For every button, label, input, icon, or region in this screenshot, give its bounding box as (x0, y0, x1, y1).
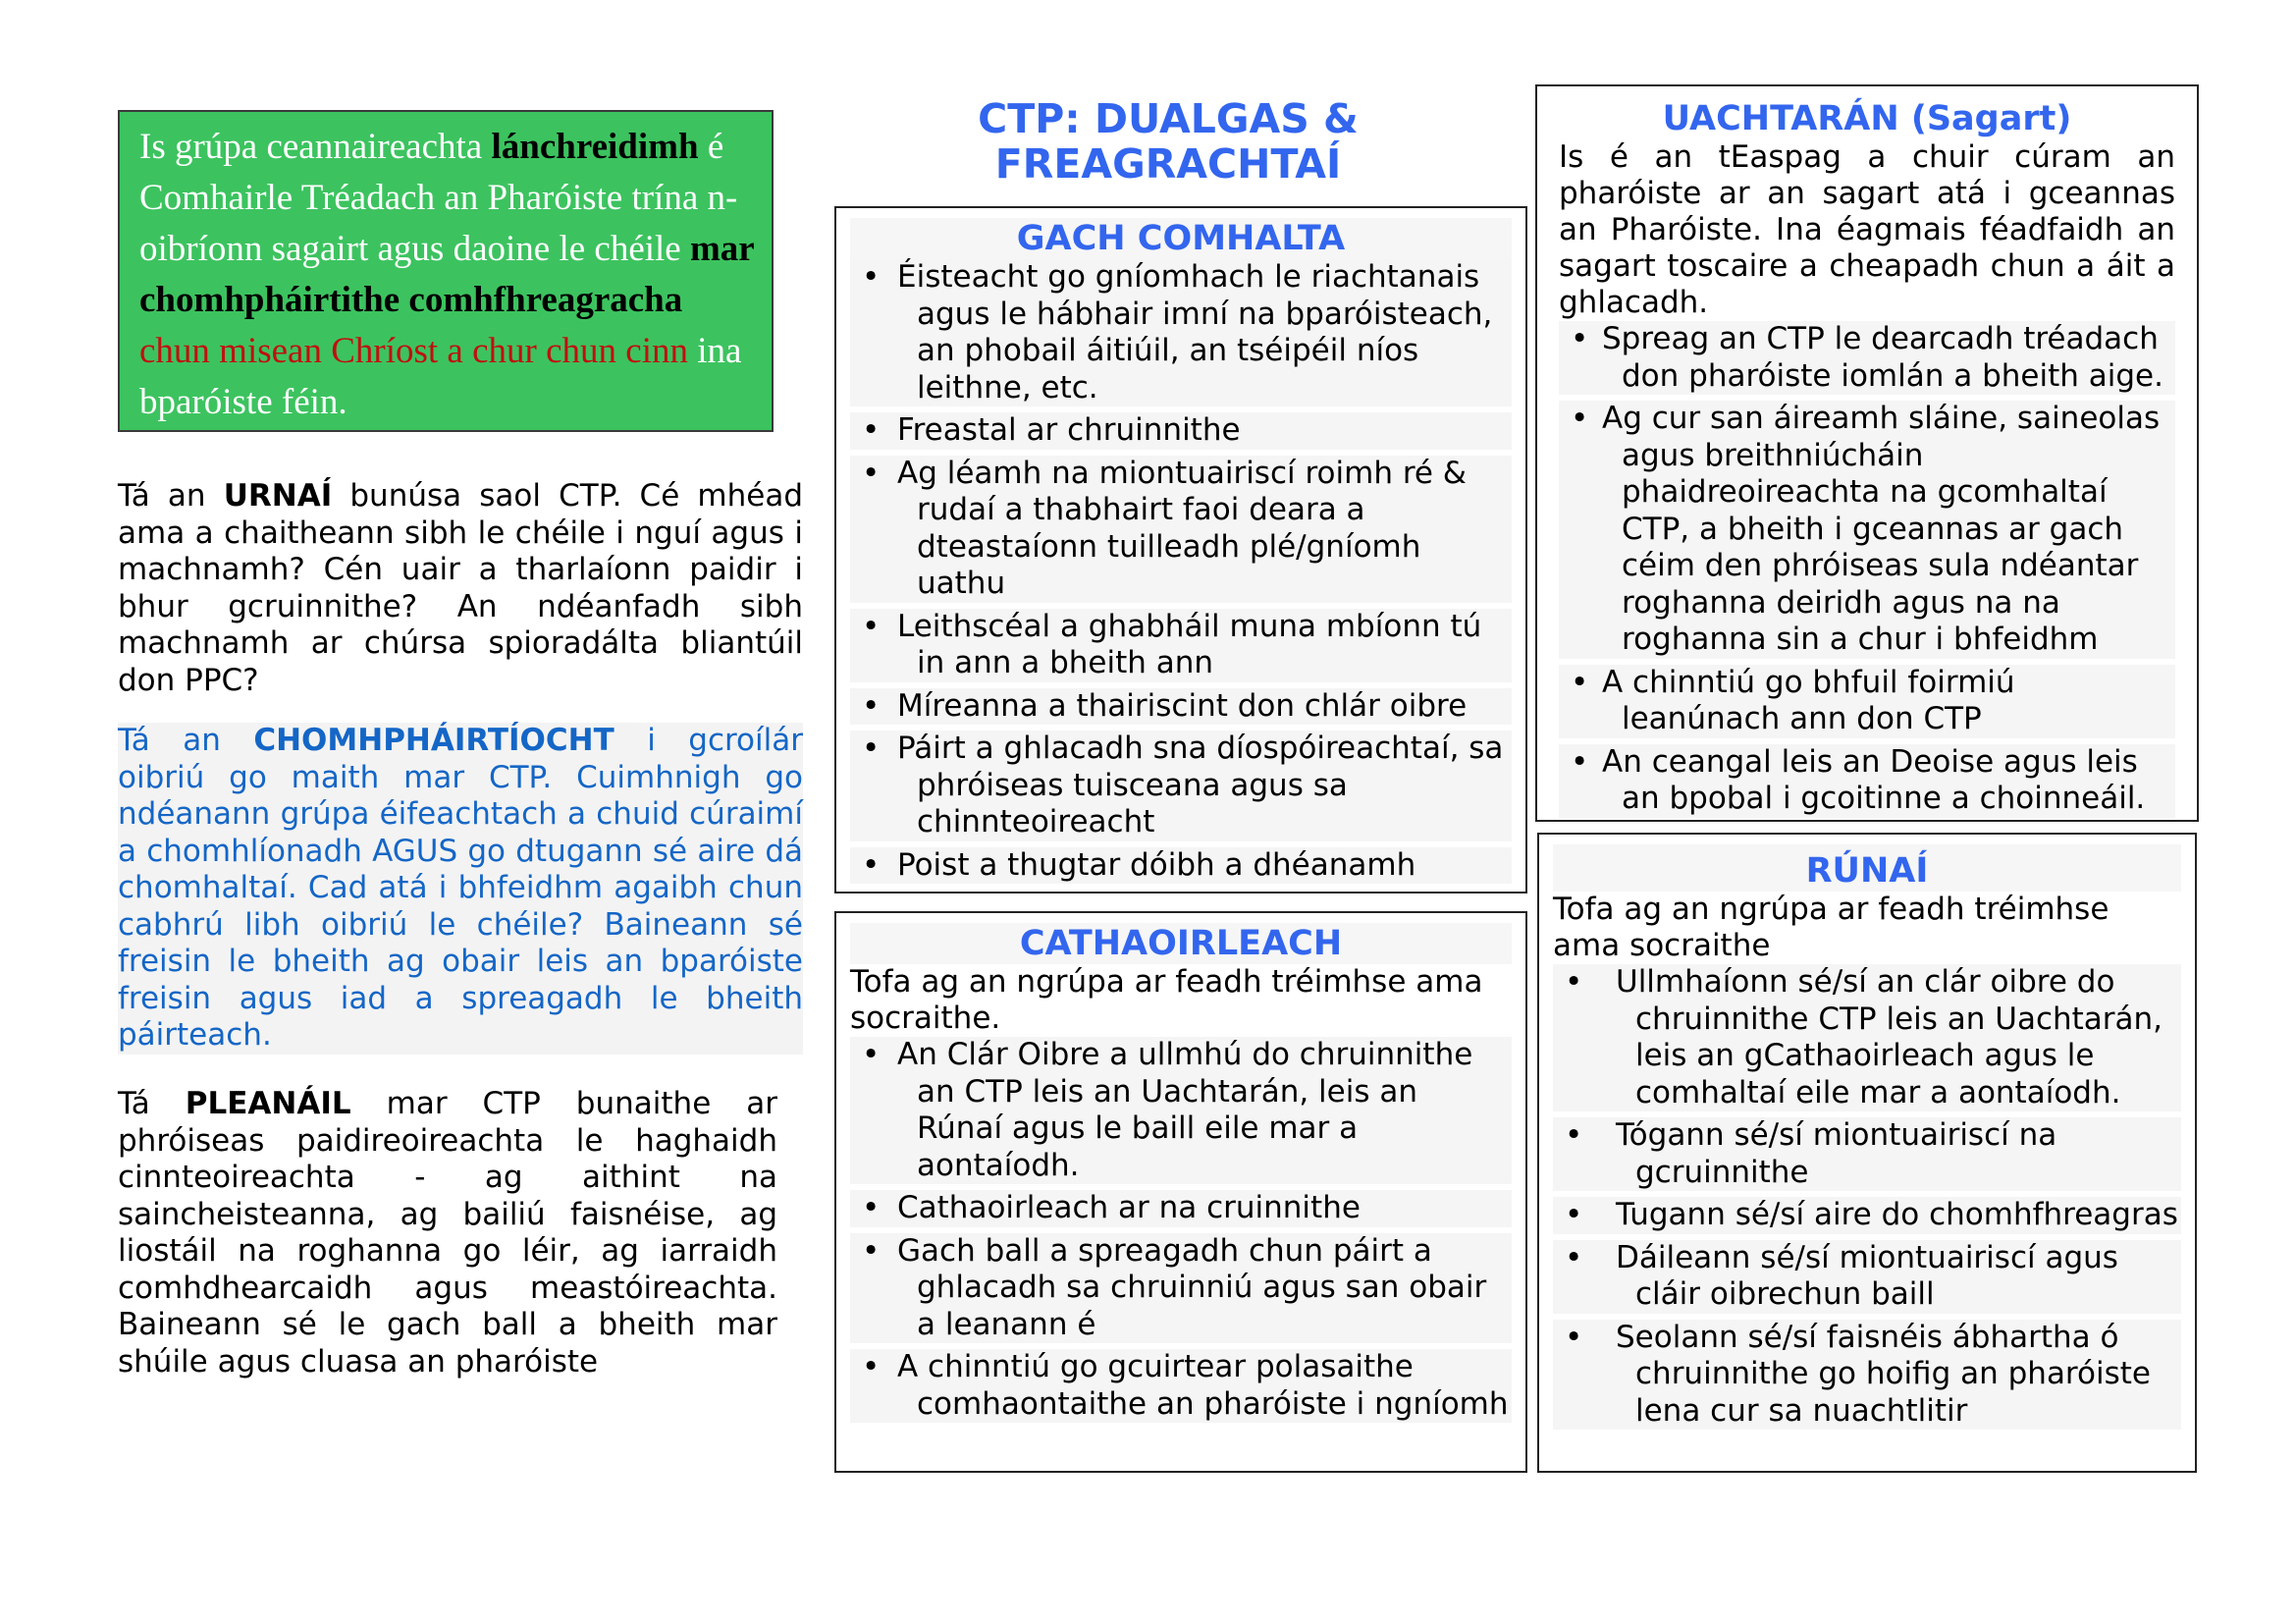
bullet-icon: • (862, 455, 881, 491)
list-item-text: Poist a thugtar dóibh a dhéanamh (897, 846, 1416, 883)
list-item-text: Dáileann sé/sí miontuairiscí agus cláir oibrechun baill (1616, 1239, 2118, 1312)
bullet-icon: • (862, 731, 881, 766)
urnai-bold: URNAÍ (223, 478, 333, 514)
list-item-text: Gach ball a spreagadh chun páirt a ghlacadh sa chruinniú agus san obair a leanann é (897, 1232, 1487, 1342)
list-item-text: Páirt a ghlacadh sna díospóireachtaí, sa phróiseas tuisceana agus sa chinnteoireacht (897, 731, 1504, 839)
comh-bold: CHOMHPHÁIRTÍOCHT (253, 723, 614, 758)
list-item-text: Tógann sé/sí miontuairiscí na gcruinnithe (1616, 1117, 2057, 1190)
list-item (1559, 321, 2175, 395)
panel-lead: Tofa ag an ngrúpa ar feadh tréimhse ama socraithe. (850, 964, 1512, 1037)
intro-red-text: chun misean Chríost a chur chun cinn (139, 331, 688, 371)
list-item-text: Spreag an CTP le dearcadh tréadach don pharóiste iomlán a bheith aige. (1602, 321, 2163, 394)
list-item-text: An ceangal leis an Deoise agus leis an bpobal i gcoitinne a choinneáil. (1602, 743, 2146, 816)
plean-pre: Tá (118, 1086, 186, 1121)
panel-title: CATHAOIRLEACH (850, 923, 1512, 964)
list-item (1553, 964, 2181, 1111)
bullet-icon: • (1565, 1319, 1583, 1355)
list-item-text: Freastal ar chruinnithe (897, 412, 1241, 448)
panel-cathaoirleach (834, 911, 1527, 1473)
list-item (850, 609, 1512, 682)
list-item-text: Cathaoirleach ar na cruinnithe (897, 1190, 1361, 1225)
panel-lead: Tofa ag an ngrúpa ar feadh tréimhse ama socraithe (1553, 892, 2181, 964)
list-item (850, 688, 1512, 726)
list-item (1559, 744, 2175, 818)
bullet-list (850, 259, 1512, 884)
bullet-icon: • (1565, 1239, 1583, 1275)
comh-pre: Tá an (118, 723, 254, 758)
bullet-icon: • (862, 1190, 881, 1225)
panel-lead: Is é an tEaspag a chuir cúram an pharóiste ar an sagart atá i gceannas an Pharóiste. Ina éagmais féadfaidh an sagart toscaire a cheapadh chun a áit a ghlacadh. (1559, 139, 2175, 320)
bullet-icon: • (1565, 964, 1583, 1000)
bullet-icon: • (862, 608, 881, 644)
list-item (850, 1037, 1512, 1184)
list-item (850, 1349, 1512, 1423)
bullet-icon: • (1571, 401, 1589, 436)
list-item (1553, 1320, 2181, 1431)
list-item (850, 1233, 1512, 1344)
bullet-icon: • (1571, 321, 1589, 356)
intro-text-3: ina bparóiste féin. (139, 331, 742, 422)
bullet-list (850, 1037, 1512, 1423)
bullet-icon: • (1565, 1117, 1583, 1153)
list-item-text: A chinntiú go bhfuil foirmiú leanúnach ann don CTP (1602, 664, 2015, 736)
intro-text-1: Is grúpa ceannaireachta (139, 127, 492, 167)
intro-box (118, 110, 774, 432)
intro-bold-1: lánchreidimh (491, 127, 699, 167)
list-item (1559, 401, 2175, 659)
urnai-paragraph (118, 478, 803, 699)
list-item-text: Leithscéal a ghabháil muna mbíonn tú in ann a bheith ann (897, 608, 1482, 680)
panel-title: UACHTARÁN (Sagart) (1559, 98, 2175, 139)
list-item (850, 412, 1512, 450)
bullet-icon: • (1571, 743, 1589, 780)
bullet-icon: • (862, 259, 881, 295)
list-item-text: Ullmhaíonn sé/sí an clár oibre do chruinnithe CTP leis an Uachtarán, leis an gCathaoirleach agus le comhaltaí eile mar a aontaíodh. (1616, 964, 2163, 1110)
main-title: CTP: DUALGAS & FREAGRACHTAÍ (978, 95, 1359, 188)
bullet-icon: • (862, 1349, 881, 1384)
list-item-text: A chinntiú go gcuirtear polasaithe comhaontaithe an pharóiste i ngníomh (897, 1349, 1509, 1422)
plean-post: mar CTP bunaithe ar phróiseas paidireoireachta le haghaidh cinnteoireachta - ag aithint na saincheisteanna, ag bailiú faisnéise, ag liostáil na roghanna go léir, ag iarraidh comhdhearcaidh agus meastóireachta. Baineann sé le gach ball a bheith mar shúile agus cluasa an pharóiste (118, 1086, 777, 1380)
bullet-icon: • (862, 846, 881, 883)
list-item (850, 731, 1512, 841)
comhphairtiocht-paragraph (118, 723, 803, 1055)
list-item (850, 259, 1512, 406)
plean-bold: PLEANÁIL (185, 1086, 351, 1121)
list-item (1553, 1240, 2181, 1314)
list-item (1559, 665, 2175, 738)
list-item (850, 847, 1512, 885)
bullet-icon: • (862, 1232, 881, 1269)
list-item-text: Ag cur san áireamh sláine, saineolas agus breithniúcháin phaidreoireachta na gcomhaltaí CTP, a bheith i gceannas ar gach céim den phróiseas sula ndéantar roghanna deiridh agus na na roghanna sin a chur i bhfeidhm (1602, 401, 2161, 657)
bullet-icon: • (1565, 1197, 1583, 1232)
list-item (1553, 1197, 2181, 1234)
list-item-text: Seolann sé/sí faisnéis ábhartha ó chruinnithe go hoifig an pharóiste lena cur sa nuachtlitir (1616, 1319, 2151, 1429)
panel-title: RÚNAÍ (1553, 844, 2181, 892)
panel-runai (1537, 833, 2197, 1473)
panel-gach-comhalta (834, 206, 1527, 893)
bullet-icon: • (862, 687, 881, 724)
list-item (850, 1190, 1512, 1227)
bullet-list (1553, 964, 2181, 1430)
urnai-post: bunúsa saol CTP. Cé mhéad ama a chaitheann sibh le chéile i nguí agus i machnamh? Cén uair a tharlaíonn paidir i bhur gcruinnithe? An ndéanfadh sibh machnamh ar chúrsa spioradálta bliantúil don PPC? (118, 478, 804, 698)
bullet-list (1559, 321, 2175, 818)
intro-bold-2: mar chomhpháirtithe comhfhreagracha (139, 229, 755, 320)
comh-post: i gcroílár oibriú go maith mar CTP. Cuimhnigh go ndéanann grúpa éifeachtach a chuid cúraimí a chomhlíonadh AGUS go dtugann sé aire dá chomhaltaí. Cad atá i bhfeidhm agaibh chun cabhrú libh oibriú le chéile? Baineann sé freisin le bheith ag obair leis an bparóiste freisin agus iad a spreagadh le bheith páirteach. (118, 723, 803, 1053)
list-item (1553, 1117, 2181, 1191)
panel-uachtaran (1535, 84, 2199, 822)
pleanail-paragraph (118, 1086, 777, 1380)
bullet-icon: • (862, 412, 881, 448)
list-item-text: Ag léamh na miontuairiscí roimh ré & rudaí a thabhairt faoi deara a dteastaíonn tuilleadh plé/gníomh uathu (897, 455, 1467, 601)
urnai-pre: Tá an (118, 478, 224, 514)
list-item-text: Éisteacht go gníomhach le riachtanais agus le hábhair imní na bparóisteach, an phobail áitiúil, an tséipéil níos leithne, etc. (897, 259, 1493, 406)
bullet-icon: • (1571, 664, 1589, 700)
intro-text-2: é Comhairle Tréadach an Pharóiste trína n-oibríonn sagairt agus daoine le chéile (139, 127, 738, 269)
bullet-icon: • (862, 1037, 881, 1072)
list-item (850, 456, 1512, 603)
list-item-text: Tugann sé/sí aire do chomhfhreagras (1616, 1197, 2178, 1232)
list-item-text: An Clár Oibre a ullmhú do chruinnithe an CTP leis an Uachtarán, leis an Rúnaí agus le baill eile mar a aontaíodh. (897, 1037, 1473, 1183)
panel-title: GACH COMHALTA (850, 218, 1512, 259)
list-item-text: Míreanna a thairiscint don chlár oibre (897, 687, 1468, 724)
